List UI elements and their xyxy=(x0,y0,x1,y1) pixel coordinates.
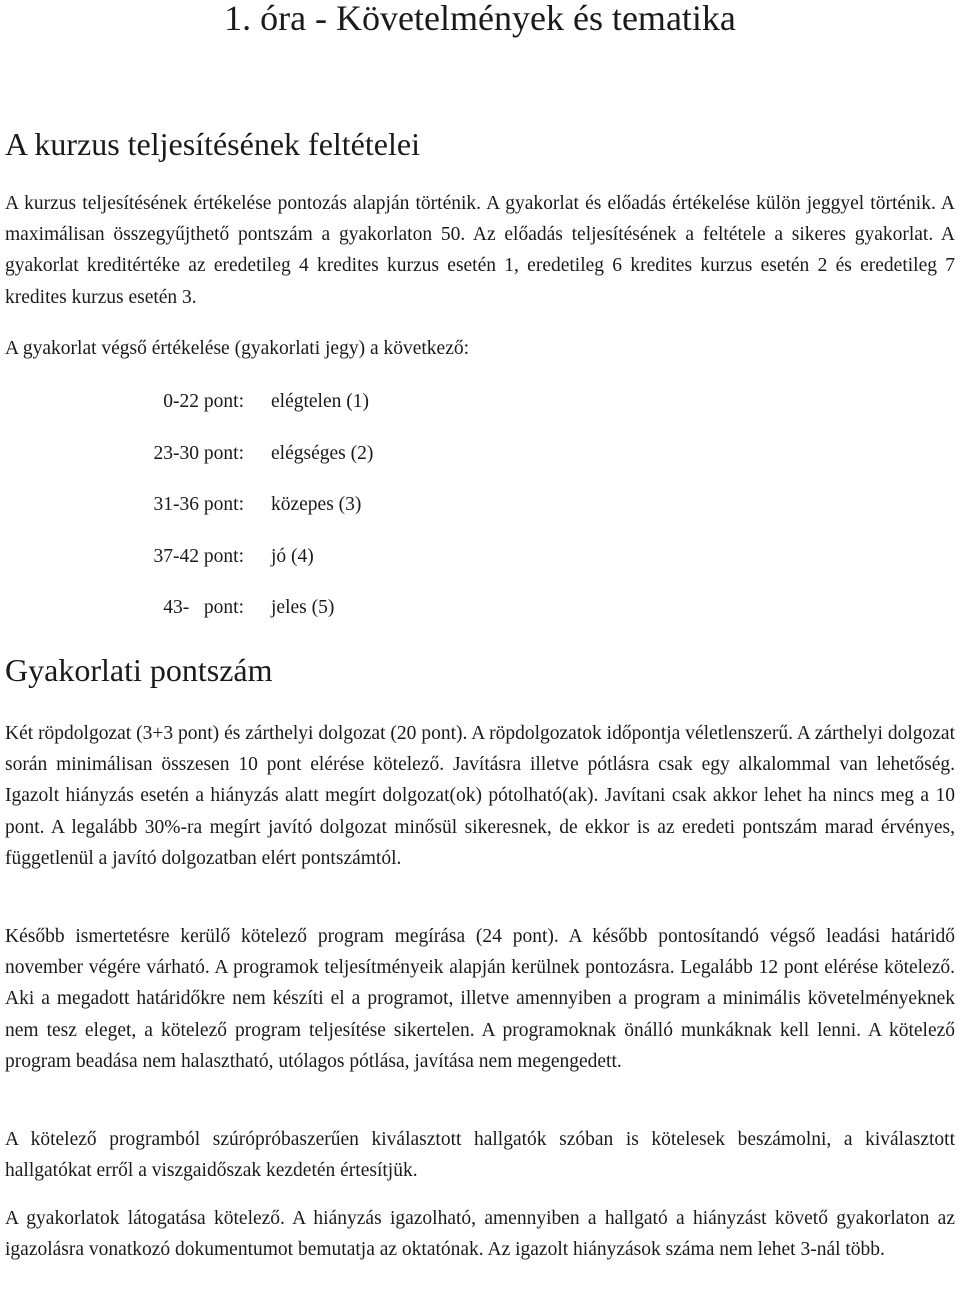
grade-range: 37-42 pont: xyxy=(153,546,244,567)
page-title: 1. óra - Követelmények és tematika xyxy=(224,0,736,38)
grade-range: 43- pont: xyxy=(163,597,244,618)
grade-range: 23-30 pont: xyxy=(153,443,244,464)
grade-label: elégséges (2) xyxy=(271,443,374,464)
grade-row xyxy=(0,440,960,468)
grade-label: közepes (3) xyxy=(271,494,362,515)
grade-label: jeles (5) xyxy=(271,597,335,618)
paragraph-oral-report: A kötelező programból szúrópróbaszerűen kiválasztott hallgatók szóban is kötelesek beszámolni, a kiválasztott hallgatókat erről a viszgaidőszak kezdetén értesítjük. xyxy=(5,1129,955,1182)
grade-range: 0-22 pont: xyxy=(163,391,244,412)
grade-row xyxy=(0,491,960,519)
paragraph-mandatory-program: Később ismertetésre kerülő kötelező program megírása (24 pont). A később pontosítandó végső leadási határidő november végére várható. A programok teljesítményeik alapján kerülnek pontozásra. Legalább 12 pont elérése kötelező. Aki a megadott határidőkre nem készíti el a programot, illetve amennyiben a program a minimális követelményeknek nem tesz eleget, a kötelező program teljesítése sikertelen. A programoknak önálló munkáknak kell lenni. A kötelező program beadása nem halasztható, utólagos pótlása, javítása nem megengedett. xyxy=(5,926,955,1072)
grade-row xyxy=(0,388,960,416)
section-heading-practice-points: Gyakorlati pontszám xyxy=(5,652,273,688)
paragraph-attendance: A gyakorlatok látogatása kötelező. A hiányzás igazolható, amennyiben a hallgató a hiányzást követő gyakorlaton az igazolásra vonatkozó dokumentumot bemutatja az oktatónak. Az igazolt hiányzások száma nem lehet 3-nál több. xyxy=(5,1208,955,1261)
grade-row xyxy=(0,594,960,622)
paragraph-evaluation: A kurzus teljesítésének értékelése pontozás alapján történik. A gyakorlat és előadás értékelése külön jeggyel történik. A maximálisan összegyűjthető pontszám a gyakorlaton 50. Az előadás teljesítésének a feltétele a sikeres gyakorlat. A gyakorlat kreditértéke az eredetileg 4 kredites kurzus esetén 1, eredetileg 6 kredites kurzus esetén 2 és eredetileg 7 kredites kurzus esetén 3. xyxy=(5,193,955,308)
grade-label: elégtelen (1) xyxy=(271,391,369,412)
section-heading-requirements: A kurzus teljesítésének feltételei xyxy=(5,126,420,162)
paragraph-quizzes-exam: Két röpdolgozat (3+3 pont) és zárthelyi dolgozat (20 pont). A röpdolgozatok időpontja véletlenszerű. A zárthelyi dolgozat során minimálisan összesen 10 pont elérése kötelező. Javításra illetve pótlásra csak egy alkalommal van lehetőség. Igazolt hiányzás esetén a hiányzás alatt megírt dolgozat(ok) pótolható(ak). Javítani csak akkor lehet ha nincs meg a 10 pont. A legalább 30%-ra megírt javító dolgozat minősül sikeresnek, de ekkor is az eredeti pontszám marad érvényes, függetlenül a javító dolgozatban elért pontszámtól. xyxy=(5,723,955,869)
grade-range: 31-36 pont: xyxy=(153,494,244,515)
paragraph-final-grade-intro: A gyakorlat végső értékelése (gyakorlati jegy) a következő: xyxy=(5,338,470,359)
grade-label: jó (4) xyxy=(271,546,314,567)
grade-row xyxy=(0,543,960,571)
